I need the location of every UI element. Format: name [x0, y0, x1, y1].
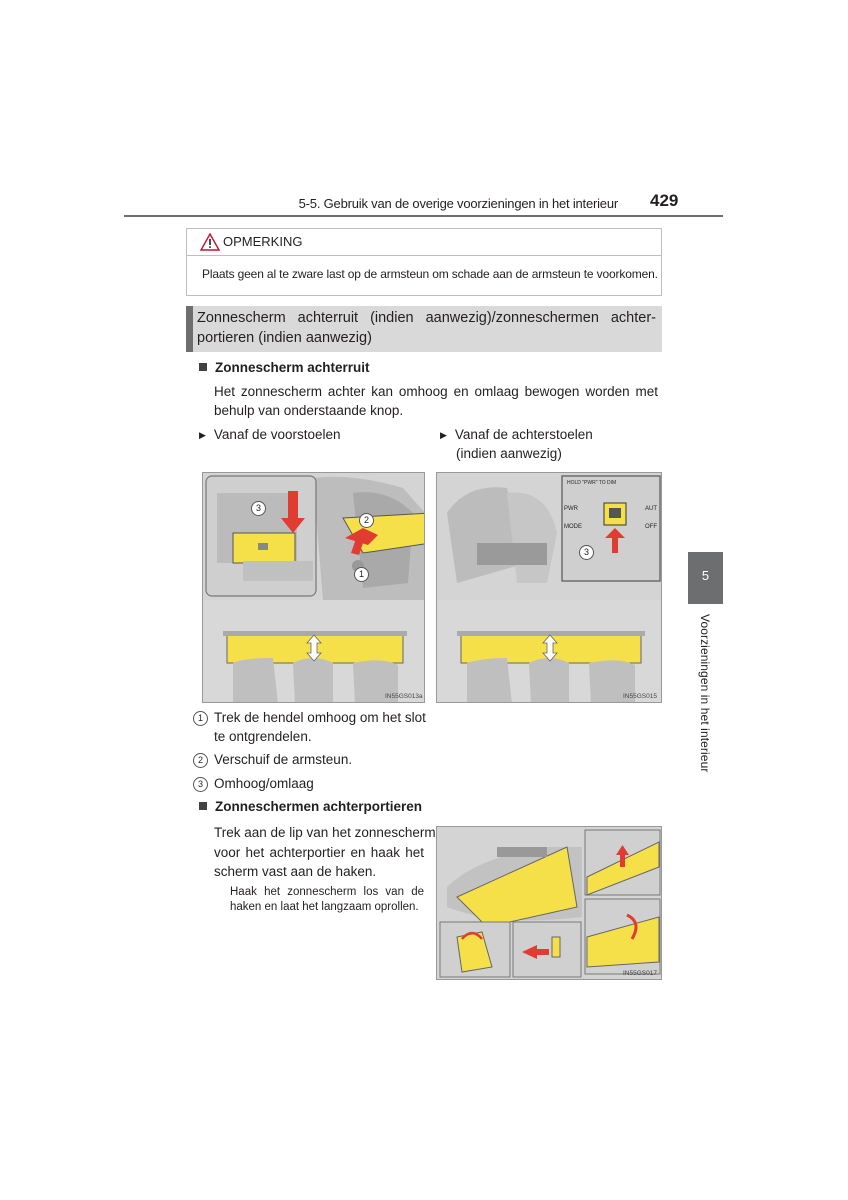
- panel-button-mode: MODE: [564, 524, 582, 530]
- running-header-title: 5-5. Gebruik van de overige voorzieningen in het interieur: [298, 196, 618, 211]
- step-number: 2: [193, 753, 208, 768]
- rear-door-note-line1: Haak het zonnescherm los van de: [230, 886, 424, 898]
- square-bullet-icon: [199, 363, 207, 371]
- image-id: IN55GS013a: [385, 693, 423, 700]
- panel-button-off: OFF: [645, 524, 657, 530]
- illustration-front-seats: [202, 472, 425, 703]
- section-title-line2: portieren (indien aanwezig): [197, 330, 372, 346]
- image-id: IN55GS015: [623, 693, 657, 700]
- notice-box: [186, 228, 662, 296]
- illustration-rear-seats: [436, 472, 662, 703]
- panel-button-pwr: PWR: [564, 506, 578, 512]
- triangle-bullet-icon: ▶: [199, 430, 206, 440]
- rear-window-desc-line1: Het zonnescherm achter kan omhoog en omlaag bewogen worden met: [214, 384, 658, 399]
- notice-label: OPMERKING: [223, 234, 303, 249]
- section-heading: [186, 306, 662, 352]
- image-id: IN55GS017: [623, 970, 657, 977]
- step-3: 3 Omhoog/omlaag: [193, 774, 314, 794]
- warning-icon: [200, 233, 220, 251]
- header-rule: [124, 215, 723, 217]
- triangle-bullet-icon: ▶: [440, 430, 447, 440]
- subheading-rear-window: Zonnescherm achterruit: [199, 360, 370, 375]
- rear-window-desc-line2: behulp van onderstaande knop.: [214, 403, 404, 418]
- notice-text: Plaats geen al te zware last op de armsteun om schade aan de armsteun te voorkomen.: [202, 267, 658, 281]
- step-1: 1 Trek de hendel omhoog om het slot: [193, 708, 426, 728]
- square-bullet-icon: [199, 802, 207, 810]
- step-number: 1: [193, 711, 208, 726]
- chapter-title-vertical: Voorzieningen in het interieur: [698, 614, 712, 773]
- callout-3: 3: [579, 545, 594, 560]
- illustration-door-sunshade: [436, 826, 662, 980]
- step-1-line2: te ontgrendelen.: [214, 729, 312, 744]
- step-2: 2 Verschuif de armsteun.: [193, 750, 352, 770]
- section-title-line1: Zonnescherm achterruit (indien aanwezig)/zonneschermen achter-: [197, 310, 656, 326]
- page-number: 429: [650, 191, 679, 210]
- step-number: 3: [193, 777, 208, 792]
- rear-seat-label-line2: (indien aanwezig): [456, 446, 562, 461]
- notice-header: [187, 229, 661, 256]
- section-heading-bar: [186, 306, 193, 352]
- callout-1: 1: [354, 567, 369, 582]
- front-seat-label: ▶ Vanaf de voorstoelen: [199, 427, 341, 442]
- subheading-rear-door: Zonneschermen achterportieren: [199, 799, 422, 814]
- rear-seat-label: ▶ Vanaf de achterstoelen: [440, 427, 593, 442]
- rear-door-desc-line2: voor het achterportier en haak het: [214, 845, 424, 860]
- panel-button-aut: AUT: [645, 506, 657, 512]
- rear-door-note-line2: haken en laat het langzaam oprollen.: [230, 901, 419, 913]
- rear-door-desc-line1: Trek aan de lip van het zonnescherm: [214, 825, 436, 840]
- chapter-tab: 5: [688, 552, 723, 604]
- panel-label-hold: HOLD "PWR" TO DIM: [567, 480, 617, 486]
- rear-door-desc-line3: scherm vast aan de haken.: [214, 864, 377, 879]
- callout-3: 3: [251, 501, 266, 516]
- callout-2: 2: [359, 513, 374, 528]
